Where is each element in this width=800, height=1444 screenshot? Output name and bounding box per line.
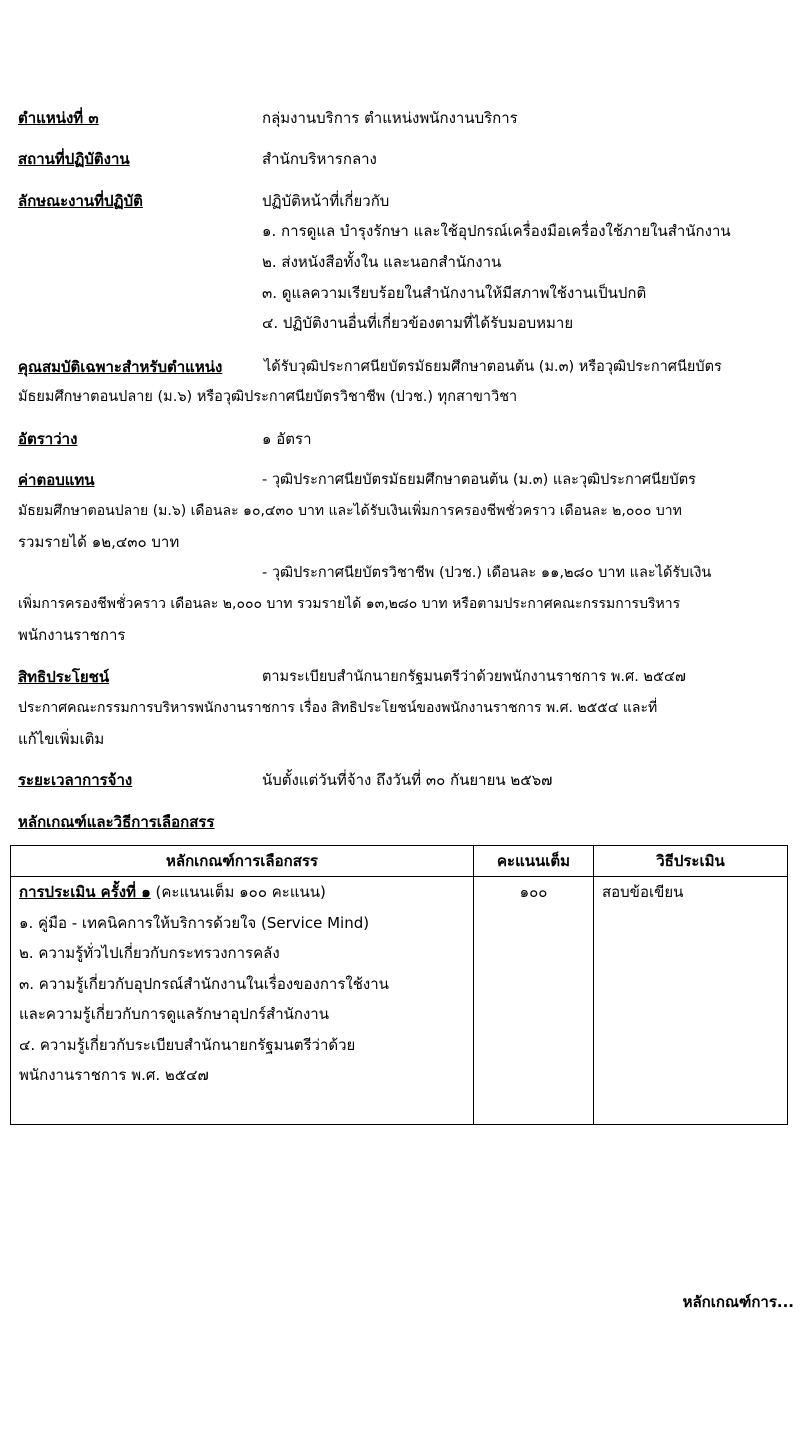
table-row [11,877,788,1125]
criteria-line: ๒. ความรู้ทั่วไปเกี่ยวกับกระทรวงการคลัง [19,944,280,962]
method-cell [594,877,788,1125]
position-label: ตำแหน่งที่ ๓ [18,109,99,127]
duty-item: ๓. ดูแลความเรียบร้อยในสำนักงานให้มีสภาพใช้งานเป็นปกติ [262,284,647,302]
criteria-line: ๓. ความรู้เกี่ยวกับอุปกรณ์สำนักงานในเรื่องของการใช้งาน [19,974,389,993]
vacancy-value: ๑ อัตรา [262,430,312,448]
vacancy-label: อัตราว่าง [18,430,78,448]
round-heading [19,877,465,908]
round-title: การประเมิน ครั้งที่ ๑ [19,883,151,901]
round-note: (คะแนนเต็ม ๑๐๐ คะแนน) [150,883,326,901]
workplace-value: สำนักบริหารกลาง [262,150,377,168]
term-value: นับตั้งแต่วันที่จ้าง ถึงวันที่ ๓๐ กันยายน ๒๕๖๗ [262,771,553,789]
compensation-line: มัธยมศึกษาตอนปลาย (ม.๖) เดือนละ ๑๐,๔๓๐ บาท และได้รับเงินเพิ่มการครองชีพชั่วคราว เดือนละ ๒,๐๐๐ บาท [18,503,682,519]
qualification-label: คุณสมบัติเฉพาะสำหรับตำแหน่ง [18,358,223,376]
header-criteria: หลักเกณฑ์การเลือกสรร [11,846,474,877]
criteria-line: และความรู้เกี่ยวกับการดูแลรักษาอุปกร์สำนักงาน [19,1005,329,1023]
duties-intro: ปฏิบัติหน้าที่เกี่ยวกับ [262,192,390,210]
compensation-line: พนักงานราชการ [18,626,126,644]
criteria-line: ๑. คู่มือ - เทคนิคการให้บริการด้วยใจ (Service Mind) [19,913,370,932]
benefits-line: แก้ไขเพิ่มเติม [18,730,105,748]
compensation-line: - วุฒิประกาศนียบัตรมัธยมศึกษาตอนต้น (ม.๓) และวุฒิประกาศนียบัตร [262,472,696,488]
compensation-line: เพิ่มการครองชีพชั่วคราว เดือนละ ๒,๐๐๐ บาท รวมรายได้ ๑๓,๒๘๐ บาท หรือตามประกาศคณะกรรมการบริหาร [18,596,681,612]
benefits-line: ตามระเบียบสำนักนายกรัฐมนตรีว่าด้วยพนักงานราชการ พ.ศ. ๒๕๔๗ [262,669,686,685]
workplace-label: สถานที่ปฏิบัติงาน [18,150,130,168]
qualification-line: มัธยมศึกษาตอนปลาย (ม.๖) หรือวุฒิประกาศนียบัตรวิชาชีพ (ปวช.) ทุกสาขาวิชา [18,389,518,405]
duty-item: ๔. ปฏิบัติงานอื่นที่เกี่ยวข้องตามที่ได้รับมอบหมาย [262,314,574,332]
criteria-cell [11,877,474,1125]
term-label: ระยะเวลาการจ้าง [18,771,133,789]
selection-heading: หลักเกณฑ์และวิธีการเลือกสรร [18,813,215,831]
method-value: สอบข้อเขียน [602,883,684,901]
compensation-line: - วุฒิประกาศนียบัตรวิชาชีพ (ปวช.) เดือนละ ๑๑,๒๘๐ บาท และได้รับเงิน [262,565,712,581]
continued-marker: หลักเกณฑ์การ... [682,1293,794,1311]
benefits-line: ประกาศคณะกรรมการบริหารพนักงานราชการ เรื่อง สิทธิประโยชน์ของพนักงานราชการ พ.ศ. ๒๕๕๔ และที่ [18,700,658,716]
position-value: กลุ่มงานบริการ ตำแหน่งพนักงานบริการ [262,109,518,127]
criteria-line: พนักงานราชการ พ.ศ. ๒๕๔๗ [19,1066,209,1084]
header-method: วิธีประเมิน [594,846,788,877]
header-score: คะแนนเต็ม [474,846,594,877]
compensation-label: ค่าตอบแทน [18,471,95,489]
duty-item: ๑. การดูแล บำรุงรักษา และใช้อุปกรณ์เครื่องมือเครื่องใช้ภายในสำนักงาน [262,222,731,240]
table-header-row [11,846,788,877]
score-cell [474,877,594,1125]
compensation-line: รวมรายได้ ๑๒,๔๓๐ บาท [18,533,180,551]
score-value: ๑๐๐ [519,883,548,901]
benefits-label: สิทธิประโยชน์ [18,668,110,686]
duties-label: ลักษณะงานที่ปฏิบัติ [18,192,143,210]
qualification-line: ได้รับวุฒิประกาศนียบัตรมัธยมศึกษาตอนต้น (ม.๓) หรือวุฒิประกาศนียบัตร [264,359,722,375]
duty-item: ๒. ส่งหนังสือทั้งใน และนอกสำนักงาน [262,253,502,271]
selection-criteria-table [10,845,788,1125]
criteria-line: ๔. ความรู้เกี่ยวกับระเบียบสำนักนายกรัฐมนตรีว่าด้วย [19,1035,356,1054]
